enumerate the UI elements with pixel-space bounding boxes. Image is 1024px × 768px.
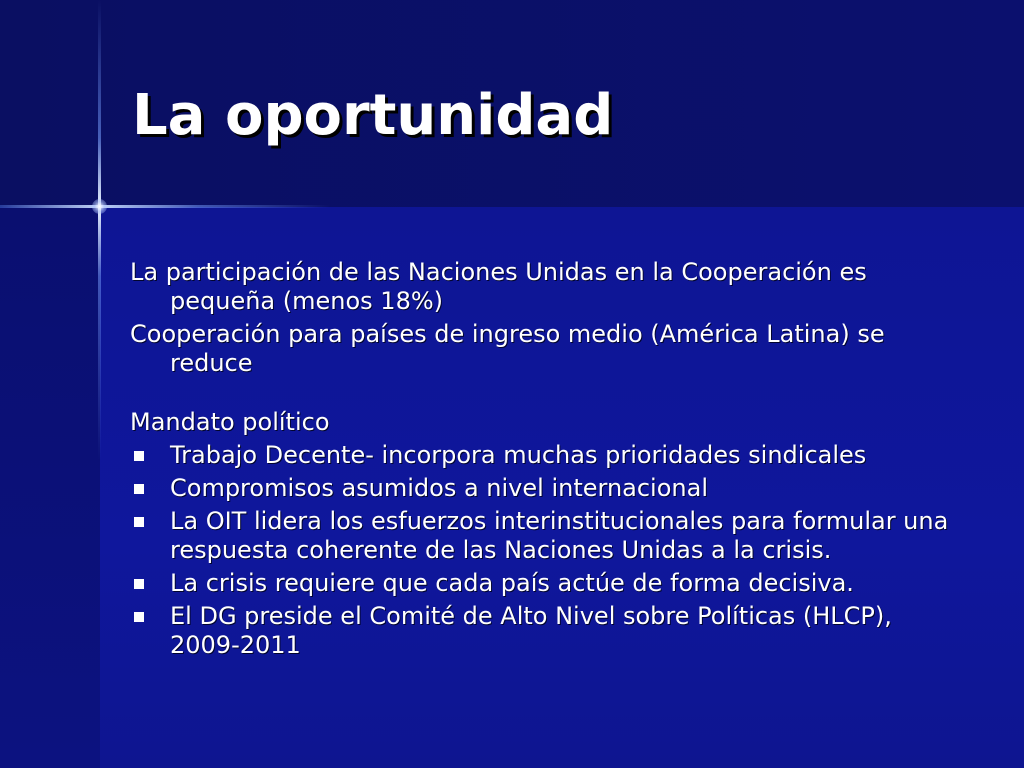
paragraph-participation: La participación de las Naciones Unidas en la Cooperación es pequeña (menos 18%) (130, 258, 867, 315)
spacer (130, 382, 960, 408)
square-bullet-icon (134, 612, 144, 622)
list-item-text: Compromisos asumidos a nivel internacional (170, 474, 708, 502)
square-bullet-icon (134, 579, 144, 589)
paragraph-cooperation: Cooperación para países de ingreso medio (América Latina) se reduce (130, 320, 885, 377)
square-bullet-icon (134, 517, 144, 527)
slide-title: La oportunidad (132, 83, 614, 148)
list-item-text: La OIT lidera los esfuerzos interinstitucionales para formular una respuesta coherente de las Naciones Unidas a la crisis. (170, 507, 949, 564)
slide-content (130, 258, 960, 664)
list-item (130, 441, 960, 470)
list-item-text: Trabajo Decente- incorpora muchas prioridades sindicales (170, 441, 867, 469)
sparkle-horizontal-line (0, 205, 330, 208)
square-bullet-icon (134, 451, 144, 461)
list-item (130, 602, 960, 660)
square-bullet-icon (134, 484, 144, 494)
sparkle-vertical-line (98, 0, 101, 460)
section-heading: Mandato político (130, 408, 330, 436)
list-item-text: El DG preside el Comité de Alto Nivel sobre Políticas (HLCP), 2009-2011 (170, 602, 892, 659)
left-strip (0, 207, 100, 768)
list-item-text: La crisis requiere que cada país actúe de forma decisiva. (170, 569, 854, 597)
list-item (130, 507, 960, 565)
bullet-list (130, 441, 960, 660)
sparkle-icon (92, 199, 107, 214)
list-item (130, 569, 960, 598)
list-item (130, 474, 960, 503)
